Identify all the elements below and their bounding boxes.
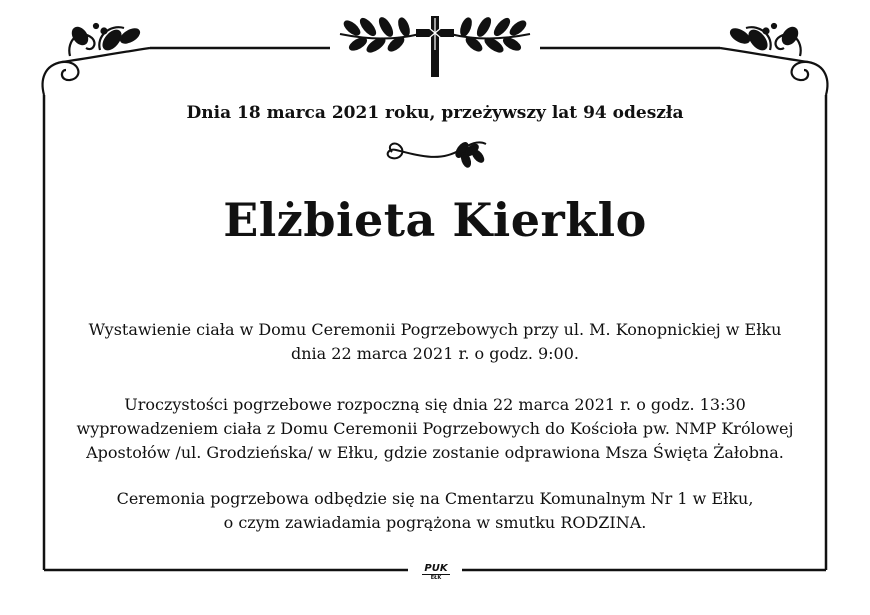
viewing-paragraph	[40, 318, 830, 366]
puk-logo	[414, 564, 458, 581]
burial-paragraph	[40, 487, 830, 535]
logo-main-text: PUK	[424, 563, 448, 574]
paragraph-line: Wystawienie ciała w Domu Ceremonii Pogrzebowych przy ul. M. Konopnickiej w Ełku	[88, 320, 782, 339]
paragraph-line: Ceremonia pogrzebowa odbędzie się na Cmentarzu Komunalnym Nr 1 w Ełku,	[116, 489, 754, 508]
vine-divider-icon	[388, 141, 486, 168]
paragraph-line: wyprowadzeniem ciała z Domu Ceremonii Pogrzebowych do Kościoła pw. NMP Królowej	[76, 419, 794, 438]
paragraph-line: o czym zawiadamia pogrążona w smutku RODZINA.	[223, 513, 647, 532]
olive-branch-icon	[450, 16, 530, 54]
paragraph-line: Apostołów /ul. Grodzieńska/ w Ełku, gdzie zostanie odprawiona Msza Święta Żałobna.	[86, 443, 784, 462]
paragraph-line: Uroczystości pogrzebowe rozpoczną się dnia 22 marca 2021 r. o godz. 13:30	[124, 395, 746, 414]
intro-text: Dnia 18 marca 2021 roku, przeżywszy lat 94 odeszła	[186, 103, 684, 123]
flourish-corner-icon	[43, 24, 150, 95]
paragraph-line: dnia 22 marca 2021 r. o godz. 9:00.	[291, 344, 579, 363]
flourish-corner-icon	[720, 24, 827, 95]
olive-branch-icon	[340, 16, 420, 54]
logo-sub-text: EŁK	[422, 574, 450, 581]
cross-icon	[416, 16, 454, 77]
deceased-name: Elżbieta Kierklo	[223, 193, 647, 247]
funeral-paragraph	[40, 393, 830, 465]
